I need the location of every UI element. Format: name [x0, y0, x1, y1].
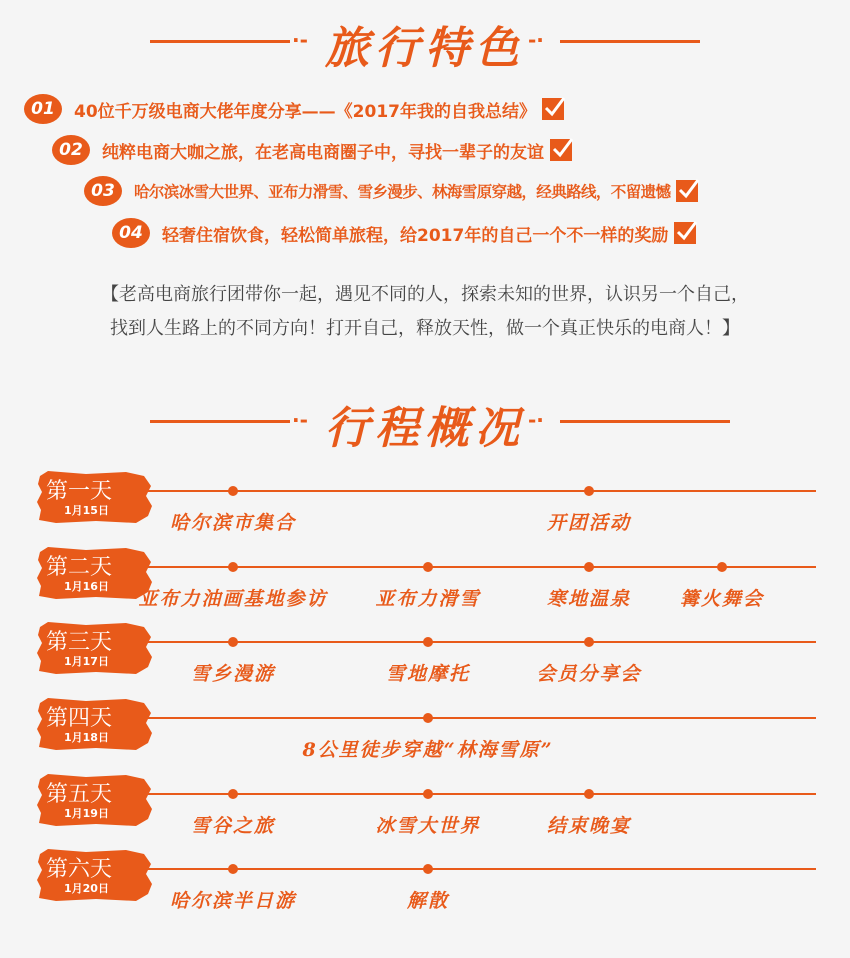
slogan-line: 找到人生路上的不同方向！打开自己，释放天性，做一个真正快乐的电商人！】: [110, 318, 740, 339]
timeline-dot: [584, 789, 594, 799]
feature-item: [24, 92, 564, 126]
timeline-line: [136, 641, 816, 643]
check-icon: [550, 139, 572, 161]
day-row: [36, 470, 816, 546]
activity-label: 雪地摩托: [385, 663, 471, 685]
day-tag: [36, 621, 152, 675]
slogan-line: 【老高电商旅行团带你一起，遇见不同的人，探索未知的世界，认识另一个自己，: [101, 284, 749, 305]
day-tag: [36, 848, 152, 902]
day-row: [36, 773, 816, 849]
day-tag: [36, 546, 152, 600]
check-icon: [676, 180, 698, 202]
timeline-line: [136, 490, 816, 492]
feature-text: 轻奢住宿饮食，轻松简单旅程，给2017年的自己一个不一样的奖励: [162, 225, 669, 246]
timeline-dot: [423, 789, 433, 799]
feature-text: 40位千万级电商大佬年度分享——《2017年我的自我总结》: [74, 101, 536, 122]
day-name: 第五天: [46, 782, 113, 807]
timeline-line: [136, 868, 816, 870]
header-rule-right: [560, 420, 730, 423]
activity-label: 哈尔滨市集合: [169, 512, 297, 534]
features-title: 旅行特色: [325, 23, 525, 74]
activity-label: 篝火舞会: [679, 588, 765, 610]
feature-item: [52, 133, 572, 167]
day-date: 1月20日: [64, 882, 109, 895]
day-row: [36, 697, 816, 773]
day-date: 1月17日: [64, 655, 109, 668]
feature-item: [84, 174, 698, 208]
timeline-dot: [228, 562, 238, 572]
timeline-dot: [228, 486, 238, 496]
day-name: 第三天: [46, 630, 113, 655]
day-tag: [36, 697, 152, 751]
day-tag: [36, 773, 152, 827]
timeline-dot: [423, 637, 433, 647]
activity-label: 雪谷之旅: [190, 815, 276, 837]
activity-label: 8公里徒步穿越“林海雪原”: [302, 739, 554, 761]
timeline-dot: [717, 562, 727, 572]
activity-label: 结束晚宴: [546, 815, 632, 837]
activity-label: 解散: [406, 890, 450, 912]
timeline-dot: [228, 864, 238, 874]
activity-label: 哈尔滨半日游: [169, 890, 297, 912]
feature-number: 02: [52, 135, 90, 165]
header-deco-right: -·: [528, 28, 544, 52]
timeline-dot: [423, 713, 433, 723]
timeline-dot: [228, 637, 238, 647]
day-date: 1月16日: [64, 580, 109, 593]
timeline-dot: [584, 486, 594, 496]
timeline-line: [136, 566, 816, 568]
feature-number: 04: [112, 218, 150, 248]
day-row: [36, 546, 816, 622]
timeline-dot: [584, 637, 594, 647]
day-name: 第六天: [46, 857, 113, 882]
slogan: [0, 278, 850, 346]
features-header: [0, 12, 850, 74]
day-row: [36, 848, 816, 924]
feature-item: [112, 216, 696, 250]
check-icon: [542, 98, 564, 120]
itinerary-title: 行程概况: [325, 403, 525, 454]
day-tag: [36, 470, 152, 524]
activity-label: 会员分享会: [536, 663, 642, 685]
activity-label: 雪乡漫游: [190, 663, 276, 685]
timeline-line: [136, 717, 816, 719]
timeline-dot: [423, 864, 433, 874]
check-icon: [674, 222, 696, 244]
activity-label: 冰雪大世界: [375, 815, 481, 837]
timeline-dot: [228, 789, 238, 799]
day-date: 1月15日: [64, 504, 109, 517]
header-deco-left: ·-: [292, 408, 308, 432]
day-date: 1月18日: [64, 731, 109, 744]
feature-number: 03: [84, 176, 122, 206]
feature-number: 01: [24, 94, 62, 124]
header-deco-left: ·-: [292, 28, 308, 52]
timeline-dot: [584, 562, 594, 572]
feature-text: 纯粹电商大咖之旅，在老高电商圈子中，寻找一辈子的友谊: [102, 142, 544, 163]
day-date: 1月19日: [64, 807, 109, 820]
header-rule-right: [560, 40, 700, 43]
itinerary-header: [0, 392, 850, 454]
header-deco-right: -·: [528, 408, 544, 432]
day-row: [36, 621, 816, 697]
timeline-line: [136, 793, 816, 795]
activity-label: 亚布力滑雪: [375, 588, 481, 610]
day-name: 第四天: [46, 706, 113, 731]
activity-label: 寒地温泉: [546, 588, 632, 610]
feature-text: 哈尔滨冰雪大世界、亚布力滑雪、雪乡漫步、林海雪原穿越，经典路线，不留遗憾: [134, 183, 671, 201]
day-name: 第一天: [46, 479, 113, 504]
day-name: 第二天: [46, 555, 113, 580]
activity-label: 亚布力油画基地参访: [138, 588, 328, 610]
activity-label: 开团活动: [546, 512, 632, 534]
timeline-dot: [423, 562, 433, 572]
